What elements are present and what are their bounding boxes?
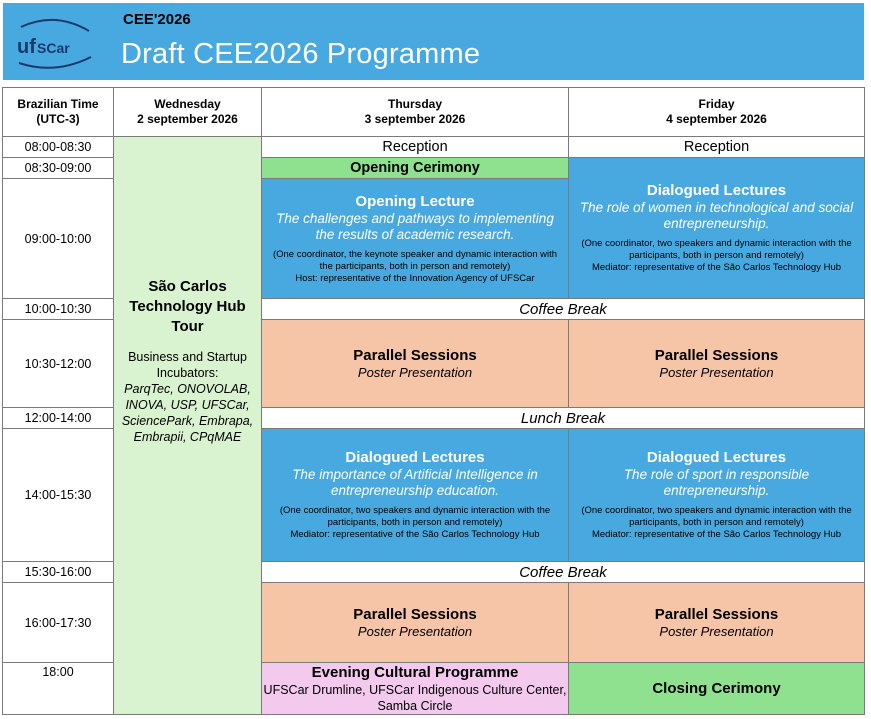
time-slot: 15:30-16:00 (3, 562, 114, 583)
lunch-break: Lunch Break (262, 408, 865, 429)
time-slot: 10:30-12:00 (3, 320, 114, 408)
time-slot: 14:00-15:30 (3, 429, 114, 562)
friday-parallel-sessions: Parallel Sessions Poster Presentation (569, 320, 865, 408)
friday-dialogued-lectures-1: Dialogued Lectures The role of women in technological and social entrepreneurship. (One coordinator, two speakers and dynamic interaction with the participants, both in person and remotely) Mediator: representative of the São Carlos Technology Hub (569, 158, 865, 299)
friday-parallel-sessions: Parallel Sessions Poster Presentation (569, 583, 865, 663)
header-time: Brazilian Time (UTC-3) (3, 88, 114, 137)
time-slot: 18:00 (3, 663, 114, 715)
time-slot: 12:00-14:00 (3, 408, 114, 429)
svg-text:uf: uf (17, 36, 36, 58)
thursday-parallel-sessions: Parallel Sessions Poster Presentation (262, 320, 569, 408)
coffee-break: Coffee Break (262, 299, 865, 320)
svg-text:SCar: SCar (37, 40, 70, 56)
time-slot: 10:00-10:30 (3, 299, 114, 320)
friday-closing-ceremony: Closing Cerimony (569, 663, 865, 715)
friday-reception: Reception (569, 137, 865, 158)
header-friday: Friday 4 september 2026 (569, 88, 865, 137)
time-slot: 16:00-17:30 (3, 583, 114, 663)
tour-title: São Carlos Technology Hub Tour (129, 278, 246, 335)
tour-cell (114, 137, 262, 715)
programme-table (2, 87, 865, 715)
time-slot: 08:30-09:00 (3, 158, 114, 179)
tour-list: ParqTec, ONOVOLAB, INOVA, USP, UFSCar, SciencePark, Embrapa, Embrapii, CPqMAE (121, 382, 254, 444)
friday-dialogued-lectures-2: Dialogued Lectures The role of sport in responsible entrepreneurship. (One coordinator, two speakers and dynamic interaction with the participants, both in person and remotely) Mediator: representative of the São Carlos Technology Hub (569, 429, 865, 562)
ufscar-logo (15, 17, 95, 73)
header-small-title: CEE'2026 (123, 11, 191, 28)
thursday-reception: Reception (262, 137, 569, 158)
time-slot: 08:00-08:30 (3, 137, 114, 158)
page-title: Draft CEE2026 Programme (121, 38, 481, 70)
thursday-evening-programme: Evening Cultural Programme UFSCar Drumline, UFSCar Indigenous Culture Center, Samba Circle (262, 663, 569, 715)
page-header (3, 3, 864, 80)
time-slot: 09:00-10:00 (3, 179, 114, 299)
tour-subtitle: Business and Startup Incubators: (128, 350, 247, 380)
header-thursday: Thursday 3 september 2026 (262, 88, 569, 137)
thursday-opening-lecture: Opening Lecture The challenges and pathways to implementing the results of academic research. (One coordinator, the keynote speaker and dynamic interaction with the participants, both in person and remotely) Host: representative of the Innovation Agency of UFSCar (262, 179, 569, 299)
coffee-break: Coffee Break (262, 562, 865, 583)
header-wednesday: Wednesday 2 september 2026 (114, 88, 262, 137)
thursday-opening-ceremony: Opening Cerimony (262, 158, 569, 179)
thursday-dialogued-lectures: Dialogued Lectures The importance of Artificial Intelligence in entrepreneurship education. (One coordinator, two speakers and dynamic interaction with the participants, both in person and remotely) Mediator: representative of the São Carlos Technology Hub (262, 429, 569, 562)
thursday-parallel-sessions: Parallel Sessions Poster Presentation (262, 583, 569, 663)
